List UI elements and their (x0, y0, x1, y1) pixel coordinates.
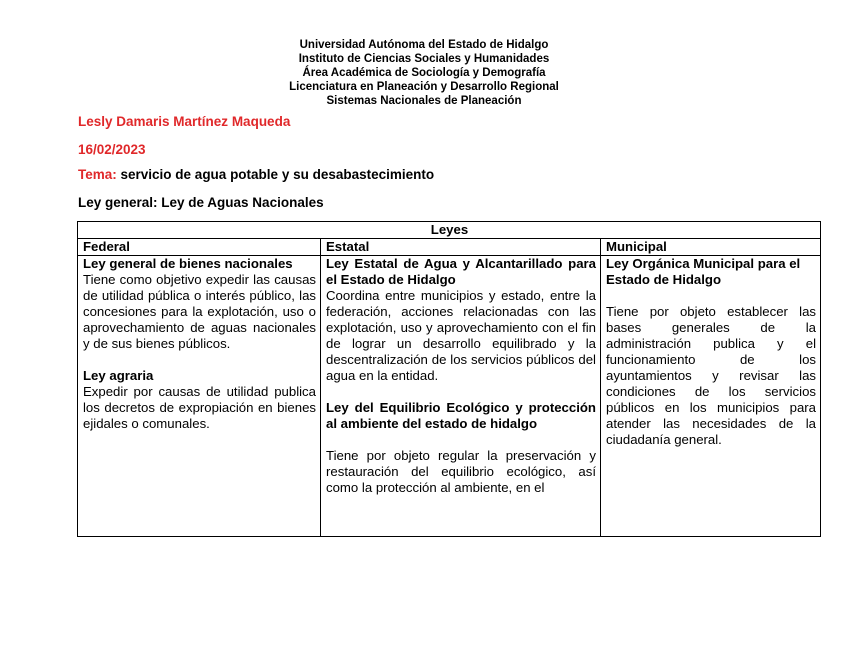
topic-line (78, 167, 434, 182)
document-header (0, 38, 848, 108)
federal-law1-title: Ley general de bienes nacionales (83, 256, 293, 271)
federal-law1-text: Tiene como objetivo expedir las causas de utilidad pública o interés público, las concesiones para la explotación, uso o aprovechamiento de aguas nacionales y de sus bienes públicos. (83, 272, 316, 351)
author-name: Lesly Damaris Martínez Maqueda (78, 114, 291, 129)
general-law-line: Ley general: Ley de Aguas Nacionales (78, 195, 324, 210)
column-header-estatal: Estatal (321, 239, 601, 256)
header-university: Universidad Autónoma del Estado de Hidalgo (299, 39, 549, 51)
header-course: Sistemas Nacionales de Planeación (326, 95, 522, 107)
federal-cell (78, 256, 321, 537)
topic-label: Tema: (78, 167, 117, 182)
estatal-law1-text: Coordina entre municipios y estado, entre la federación, acciones relacionadas con las explotación, uso y aprovechamiento con el fin de lograr un desarrollo equilibrado y la descentralización de los servicios públicos del agua en la entidad. (326, 288, 596, 383)
header-degree: Licenciatura en Planeación y Desarrollo Regional (289, 81, 559, 93)
municipal-law1-text: Tiene por objeto establecer las bases generales de la administración publica y el funcionamiento de los ayuntamientos y revisar las condiciones de los servicios públicos en los municipios para atender las necesidades de la ciudadanía general. (606, 304, 817, 447)
municipal-law1-title: Ley Orgánica Municipal para el Estado de Hidalgo (606, 256, 801, 287)
column-header-federal: Federal (78, 239, 321, 256)
estatal-law2-text: Tiene por objeto regular la preservación y restauración del equilibrio ecológico, así como la protección al ambiente, en el (326, 448, 596, 495)
estatal-law2-title: Ley del Equilibrio Ecológico y protección al ambiente del estado de hidalgo (326, 400, 596, 431)
header-area: Área Académica de Sociología y Demografía (302, 67, 546, 79)
header-institute: Instituto de Ciencias Sociales y Humanidades (298, 53, 550, 65)
estatal-cell (321, 256, 601, 537)
laws-table (77, 221, 821, 537)
estatal-law1-title: Ley Estatal de Agua y Alcantarillado para el Estado de Hidalgo (326, 256, 596, 287)
document-date: 16/02/2023 (78, 142, 146, 157)
topic-text: servicio de agua potable y su desabastecimiento (116, 167, 435, 182)
federal-law2-title: Ley agraria (83, 368, 154, 383)
table-title: Leyes (78, 222, 821, 239)
federal-law2-text: Expedir por causas de utilidad publica los decretos de expropiación en bienes ejidales o comunales. (83, 384, 316, 431)
municipal-cell (601, 256, 821, 537)
column-header-municipal: Municipal (601, 239, 821, 256)
